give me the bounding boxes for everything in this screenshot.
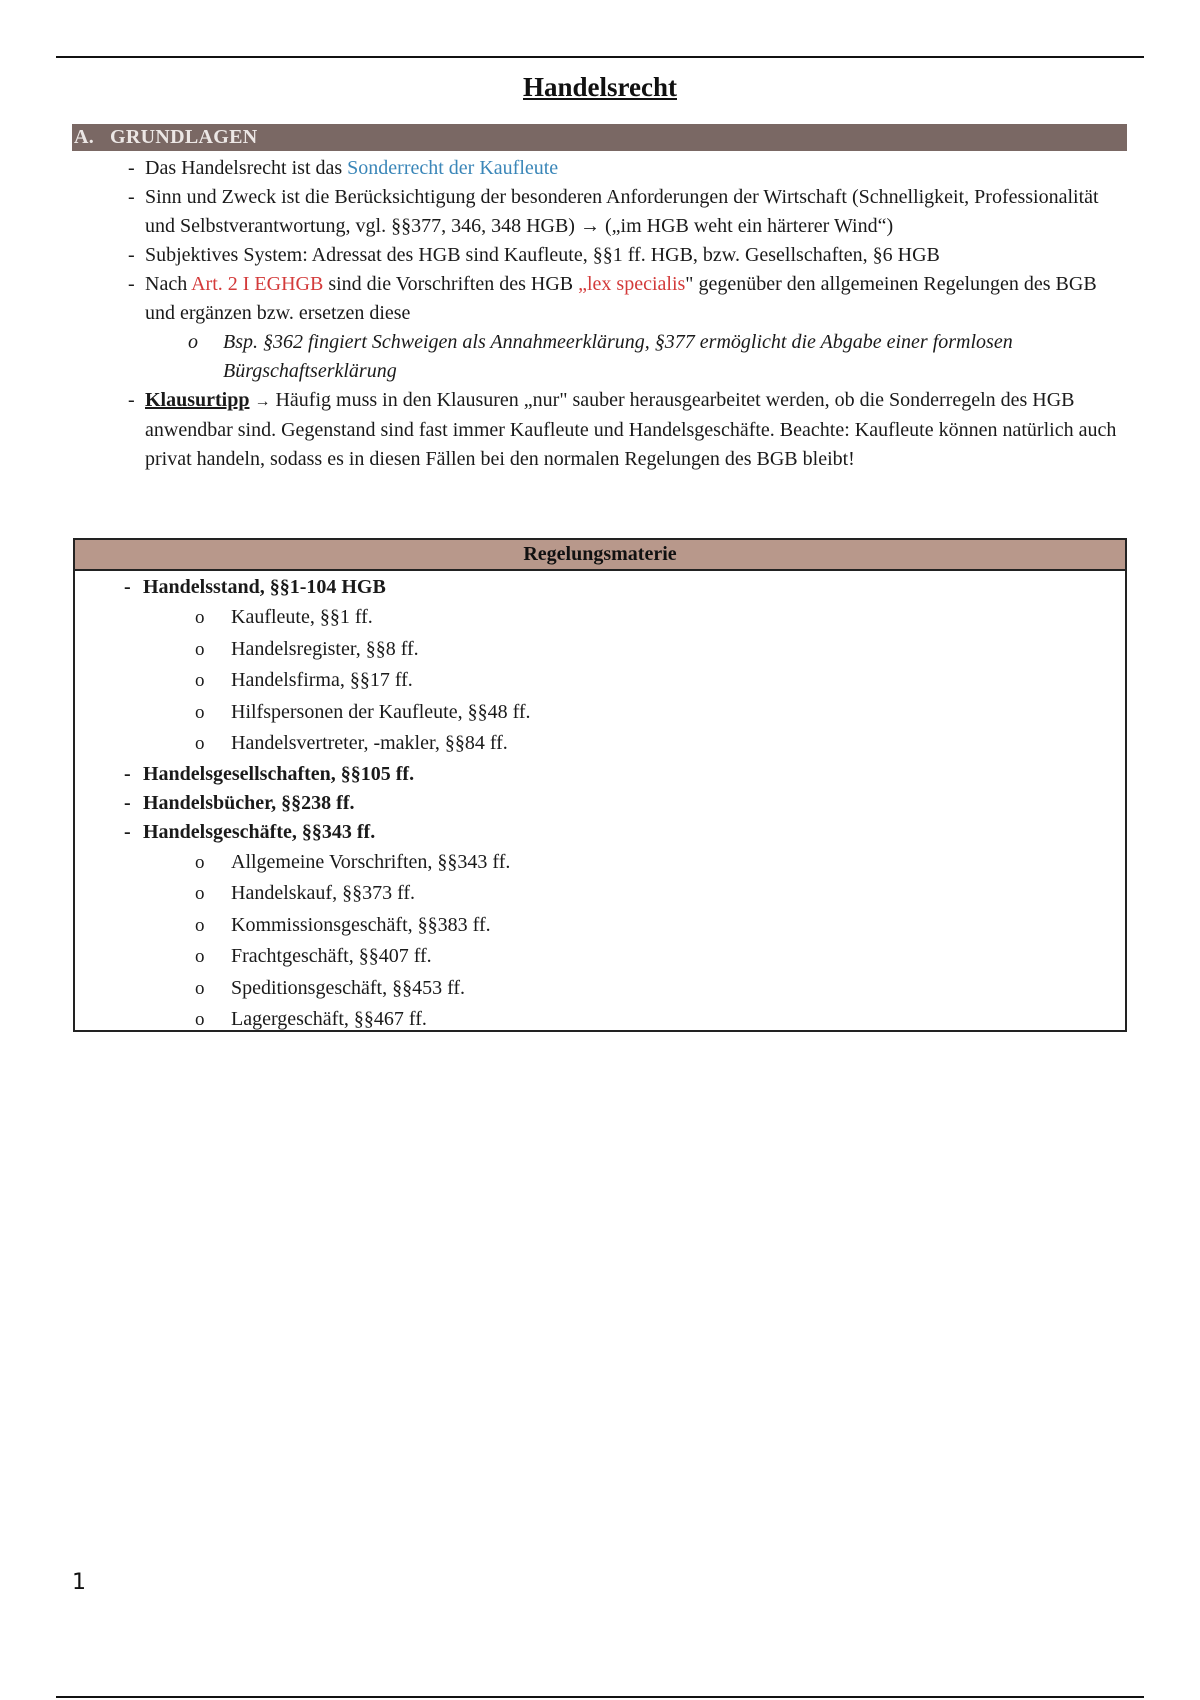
item-label: Frachtgeschäft, §§407 ff. bbox=[231, 945, 432, 967]
bullet-text: Subjektives System: Adressat des HGB sind Kaufleute, §§1 ff. HGB, bzw. Gesellschaften, §6 HGB bbox=[145, 244, 940, 266]
item-label: Handelsvertreter, -makler, §§84 ff. bbox=[231, 732, 508, 754]
table-header: Regelungsmaterie bbox=[75, 540, 1125, 571]
dash-bullet: - bbox=[124, 791, 131, 814]
table-category bbox=[75, 789, 1125, 818]
circle-bullet: o bbox=[195, 607, 205, 628]
category-label: Handelsbücher, §§238 ff. bbox=[143, 791, 355, 814]
list-item bbox=[105, 154, 1125, 183]
klausurtipp-label: Klausurtipp bbox=[145, 389, 250, 411]
circle-bullet: o bbox=[195, 733, 205, 754]
sub-list-item bbox=[105, 328, 1125, 386]
dash-bullet: - bbox=[124, 762, 131, 785]
top-rule bbox=[56, 56, 1144, 58]
item-label: Kommissionsgeschäft, §§383 ff. bbox=[231, 913, 491, 936]
eghgb-reference: Art. 2 I EGHGB bbox=[191, 273, 324, 295]
table-row bbox=[75, 665, 1125, 697]
table-row bbox=[75, 878, 1125, 910]
item-label: Handelsregister, §§8 ff. bbox=[231, 637, 419, 660]
circle-bullet: o bbox=[195, 670, 205, 691]
dash-bullet: - bbox=[128, 157, 135, 179]
bullet-text: " gegenüber den allgemeinen Regelungen des BGB und ergänzen bzw. ersetzen diese bbox=[145, 273, 1097, 324]
category-label: Handelsstand, §§1-104 HGB bbox=[143, 576, 386, 598]
table-body bbox=[75, 571, 1125, 1036]
circle-bullet: o bbox=[195, 914, 205, 936]
table-row bbox=[75, 941, 1125, 973]
circle-bullet: o bbox=[188, 331, 198, 353]
section-heading-grundlagen bbox=[72, 124, 1127, 151]
dash-bullet: - bbox=[128, 389, 135, 411]
bullet-text: sind die Vorschriften des HGB bbox=[323, 273, 579, 295]
circle-bullet: o bbox=[195, 1009, 205, 1030]
bottom-rule bbox=[56, 1696, 1144, 1698]
table-category bbox=[75, 573, 1125, 602]
list-item bbox=[105, 241, 1125, 270]
table-row bbox=[75, 910, 1125, 942]
circle-bullet: o bbox=[195, 851, 205, 873]
lex-specialis-term: „lex specialis bbox=[578, 273, 686, 295]
section-label: GRUNDLAGEN bbox=[110, 126, 258, 148]
item-label: Kaufleute, §§1 ff. bbox=[231, 606, 373, 628]
section-letter: A. bbox=[74, 126, 95, 148]
table-row bbox=[75, 634, 1125, 666]
bullet-text: Nach bbox=[145, 273, 192, 295]
category-label: Handelsgesellschaften, §§105 ff. bbox=[143, 762, 415, 785]
table-category bbox=[75, 760, 1125, 789]
table-row bbox=[75, 973, 1125, 1005]
table-row bbox=[75, 1004, 1125, 1036]
dash-bullet: - bbox=[128, 273, 135, 295]
dash-bullet: - bbox=[128, 244, 135, 266]
circle-bullet: o bbox=[195, 977, 205, 999]
item-label: Handelskauf, §§373 ff. bbox=[231, 882, 416, 904]
list-item bbox=[105, 270, 1125, 328]
table-row bbox=[75, 697, 1125, 729]
example-text: Bsp. §362 fingiert Schweigen als Annahmeerklärung, §377 ermöglicht die Abgabe einer formlosen Bürgschaftserklärung bbox=[223, 331, 1013, 382]
sonderrecht-link[interactable]: Sonderrecht der Kaufleute bbox=[347, 157, 559, 179]
bullet-text: Das Handelsrecht ist das bbox=[145, 157, 348, 179]
dash-bullet: - bbox=[124, 576, 131, 598]
bullet-text: Häufig muss in den Klausuren „nur" sauber herausgearbeitet werden, ob die Sonderregeln des HGB anwendbar sind. Gegenstand sind fast immer Kaufleute und Handelsgeschäfte. Beachte: Kaufleute können natürlich auch privat handeln, sodass es in diesen Fällen bei den normalen Regelungen des BGB bleibt! bbox=[145, 389, 1117, 470]
circle-bullet: o bbox=[195, 946, 205, 967]
item-label: Handelsfirma, §§17 ff. bbox=[231, 669, 413, 691]
dash-bullet: - bbox=[128, 186, 135, 208]
table-row bbox=[75, 847, 1125, 879]
item-label: Speditionsgeschäft, §§453 ff. bbox=[231, 976, 466, 999]
regelungsmaterie-table bbox=[73, 538, 1127, 1032]
arrow-icon: → bbox=[254, 393, 271, 410]
item-label: Hilfspersonen der Kaufleute, §§48 ff. bbox=[231, 700, 531, 723]
item-label: Lagergeschäft, §§467 ff. bbox=[231, 1008, 427, 1030]
grundlagen-bullet-list bbox=[105, 154, 1125, 474]
item-label: Allgemeine Vorschriften, §§343 ff. bbox=[231, 850, 511, 873]
table-row bbox=[75, 602, 1125, 634]
list-item bbox=[105, 386, 1125, 474]
category-label: Handelsgeschäfte, §§343 ff. bbox=[143, 820, 376, 843]
circle-bullet: o bbox=[195, 883, 205, 904]
page-number: 1 bbox=[72, 1570, 86, 1595]
dash-bullet: - bbox=[124, 820, 131, 843]
table-row bbox=[75, 728, 1125, 760]
page-title: Handelsrecht bbox=[523, 72, 677, 102]
table-category bbox=[75, 818, 1125, 847]
bullet-text: Sinn und Zweck ist die Berücksichtigung der besonderen Anforderungen der Wirtschaft (Schnelligkeit, Professionalität und Selbstverantwortung, vgl. §§377, 346, 348 HGB) → („im HGB weht ein härterer Wind“) bbox=[145, 186, 1099, 237]
list-item bbox=[105, 183, 1125, 241]
circle-bullet: o bbox=[195, 638, 205, 660]
circle-bullet: o bbox=[195, 701, 205, 723]
